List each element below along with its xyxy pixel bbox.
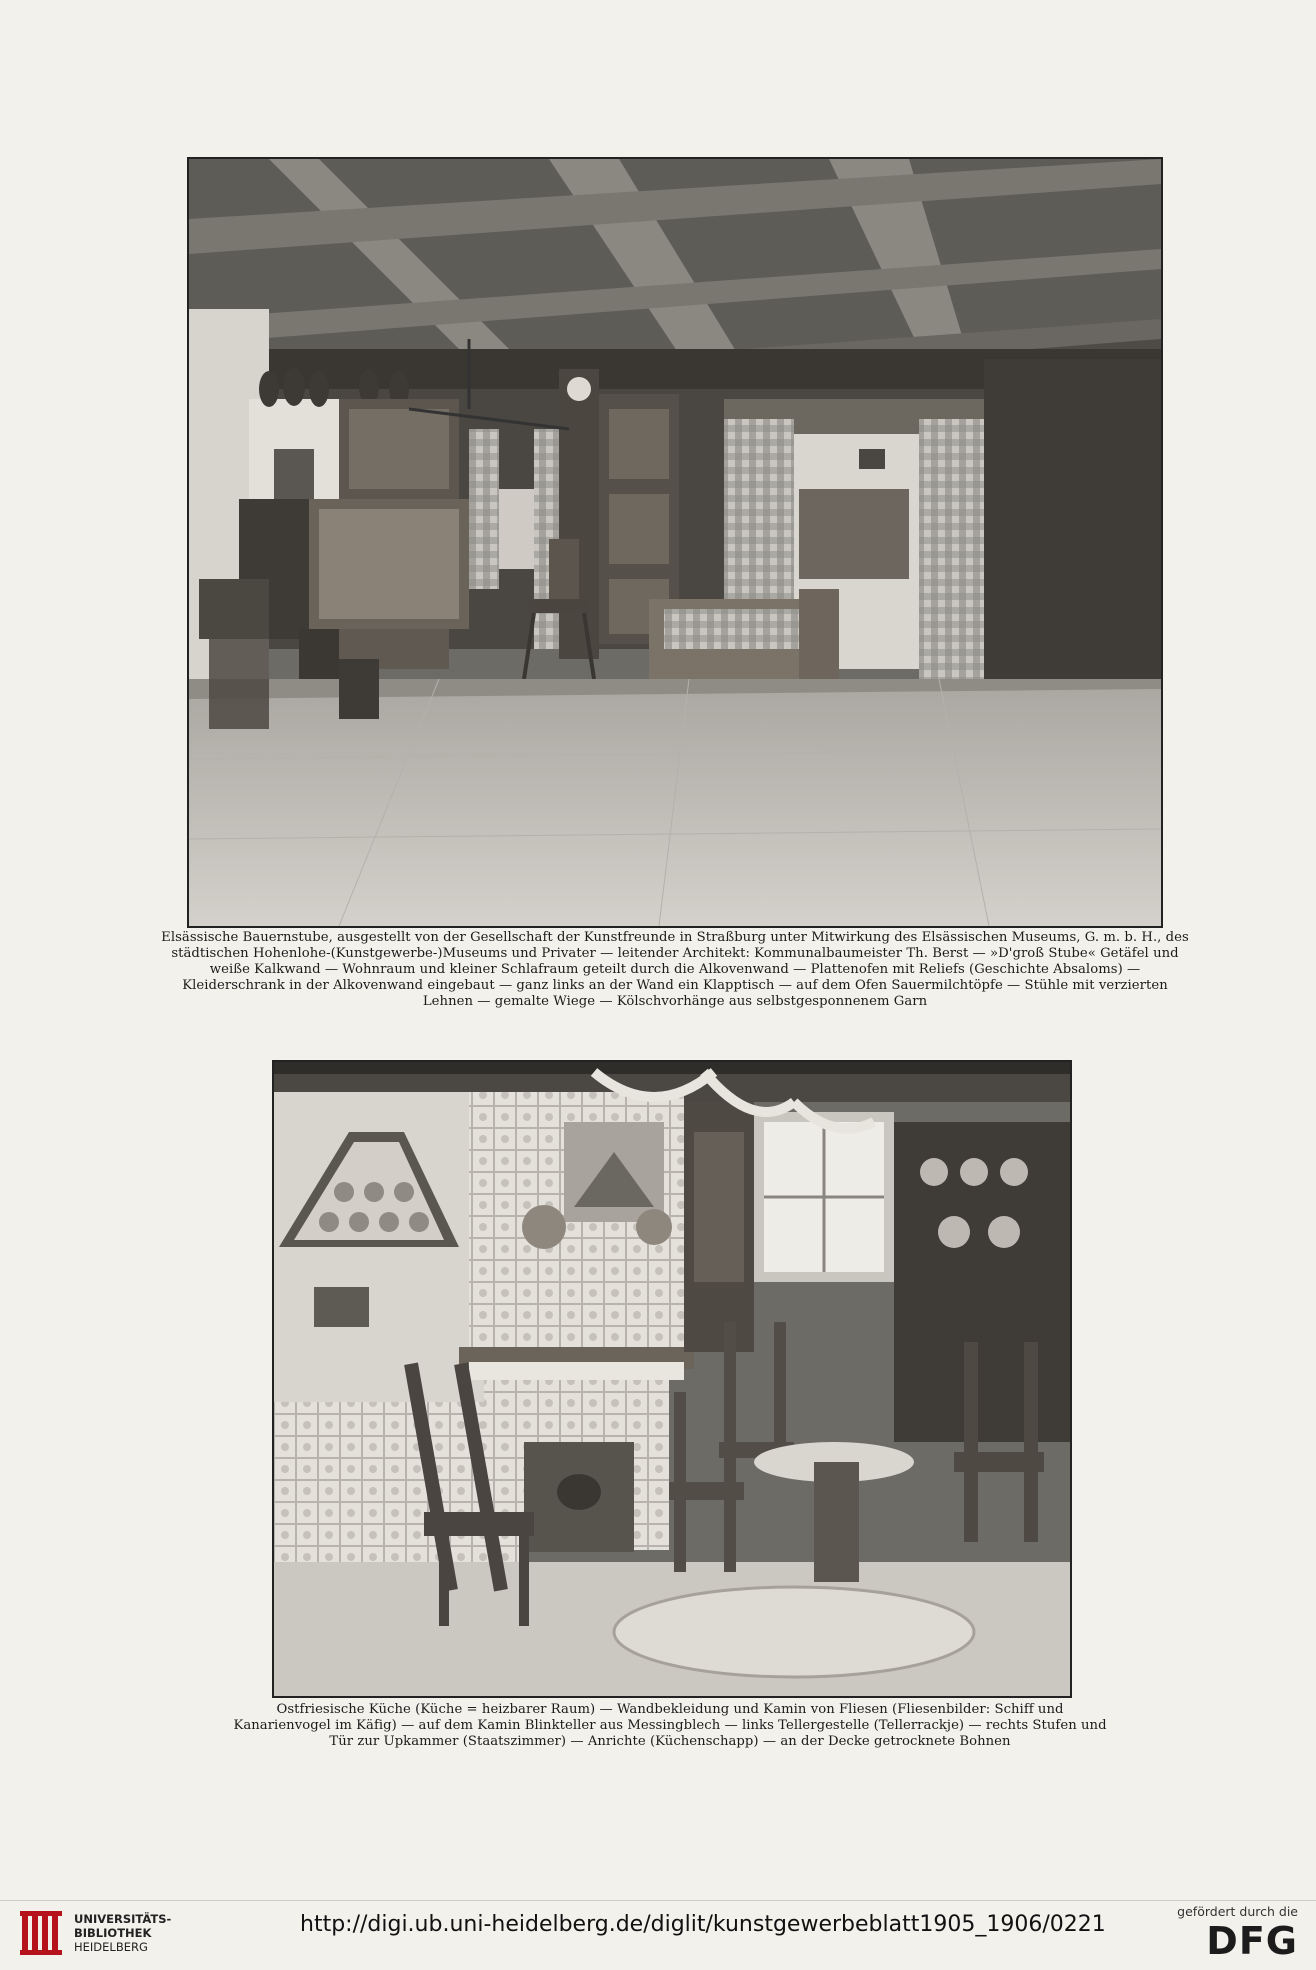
photo-alsatian-parlour bbox=[187, 157, 1163, 928]
library-name-line2: BIBLIOTHEK bbox=[74, 1926, 152, 1940]
library-name-line1: UNIVERSITÄTS- bbox=[74, 1912, 172, 1926]
permalink-url[interactable]: http://digi.ub.uni-heidelberg.de/diglit/kunstgewerbeblatt1905_1906/0221 bbox=[300, 1912, 1106, 1937]
caption-alsatian-parlour: Elsässische Bauernstube, ausgestellt von der Gesellschaft der Kunstfreunde in Straßburg unter Mitwirkung des Elsässischen Museums, G. m. b. H., des städtischen Hohenlohe-(Kunstgewerbe-)Museums und Privater — leitender Architekt: Kommunalbaumeister Th. Berst — »D'groß Stube« Getäfel und weiße Kalkwand — Wohnraum und kleiner Schlafraum geteilt durch die Alkovenwand — Plattenofen mit Reliefs (Geschichte Absaloms) — Kleiderschrank in der Alkovenwand eingebaut — ganz links an der Wand ein Klapptisch — auf dem Ofen Sauermilchtöpfe — Stühle mit verzierten Lehnen — gemalte Wiege — Kölschvorhänge aus selbstgesponnenem Garn bbox=[161, 930, 1189, 1009]
caption-east-frisian-kitchen: Ostfriesische Küche (Küche = heizbarer Raum) — Wandbekleidung und Kamin von Fliesen (Fliesenbilder: Schiff und Kanarienvogel im Käfig) — auf dem Kamin Blinkteller aus Messingblech — links Tellergestelle (Tellerrackje) — rechts Stufen und Tür zur Upkammer (Staatszimmer) — Anrichte (Küchenschapp) — an der Decke getrocknete Bohnen bbox=[233, 1702, 1107, 1749]
university-library-logo-icon bbox=[18, 1909, 70, 1957]
footer-divider bbox=[0, 1900, 1316, 1901]
photo-east-frisian-kitchen bbox=[272, 1060, 1072, 1698]
library-name bbox=[74, 1912, 171, 1954]
east-frisian-kitchen-illustration bbox=[274, 1062, 1070, 1696]
library-name-line3: HEIDELBERG bbox=[74, 1940, 148, 1954]
sponsor-block bbox=[1148, 1904, 1298, 1963]
sponsor-label: gefördert durch die bbox=[1177, 1904, 1298, 1919]
library-logo bbox=[18, 1907, 178, 1959]
alsatian-parlour-illustration bbox=[189, 159, 1161, 926]
dfg-logo: DFG bbox=[1206, 1919, 1298, 1963]
